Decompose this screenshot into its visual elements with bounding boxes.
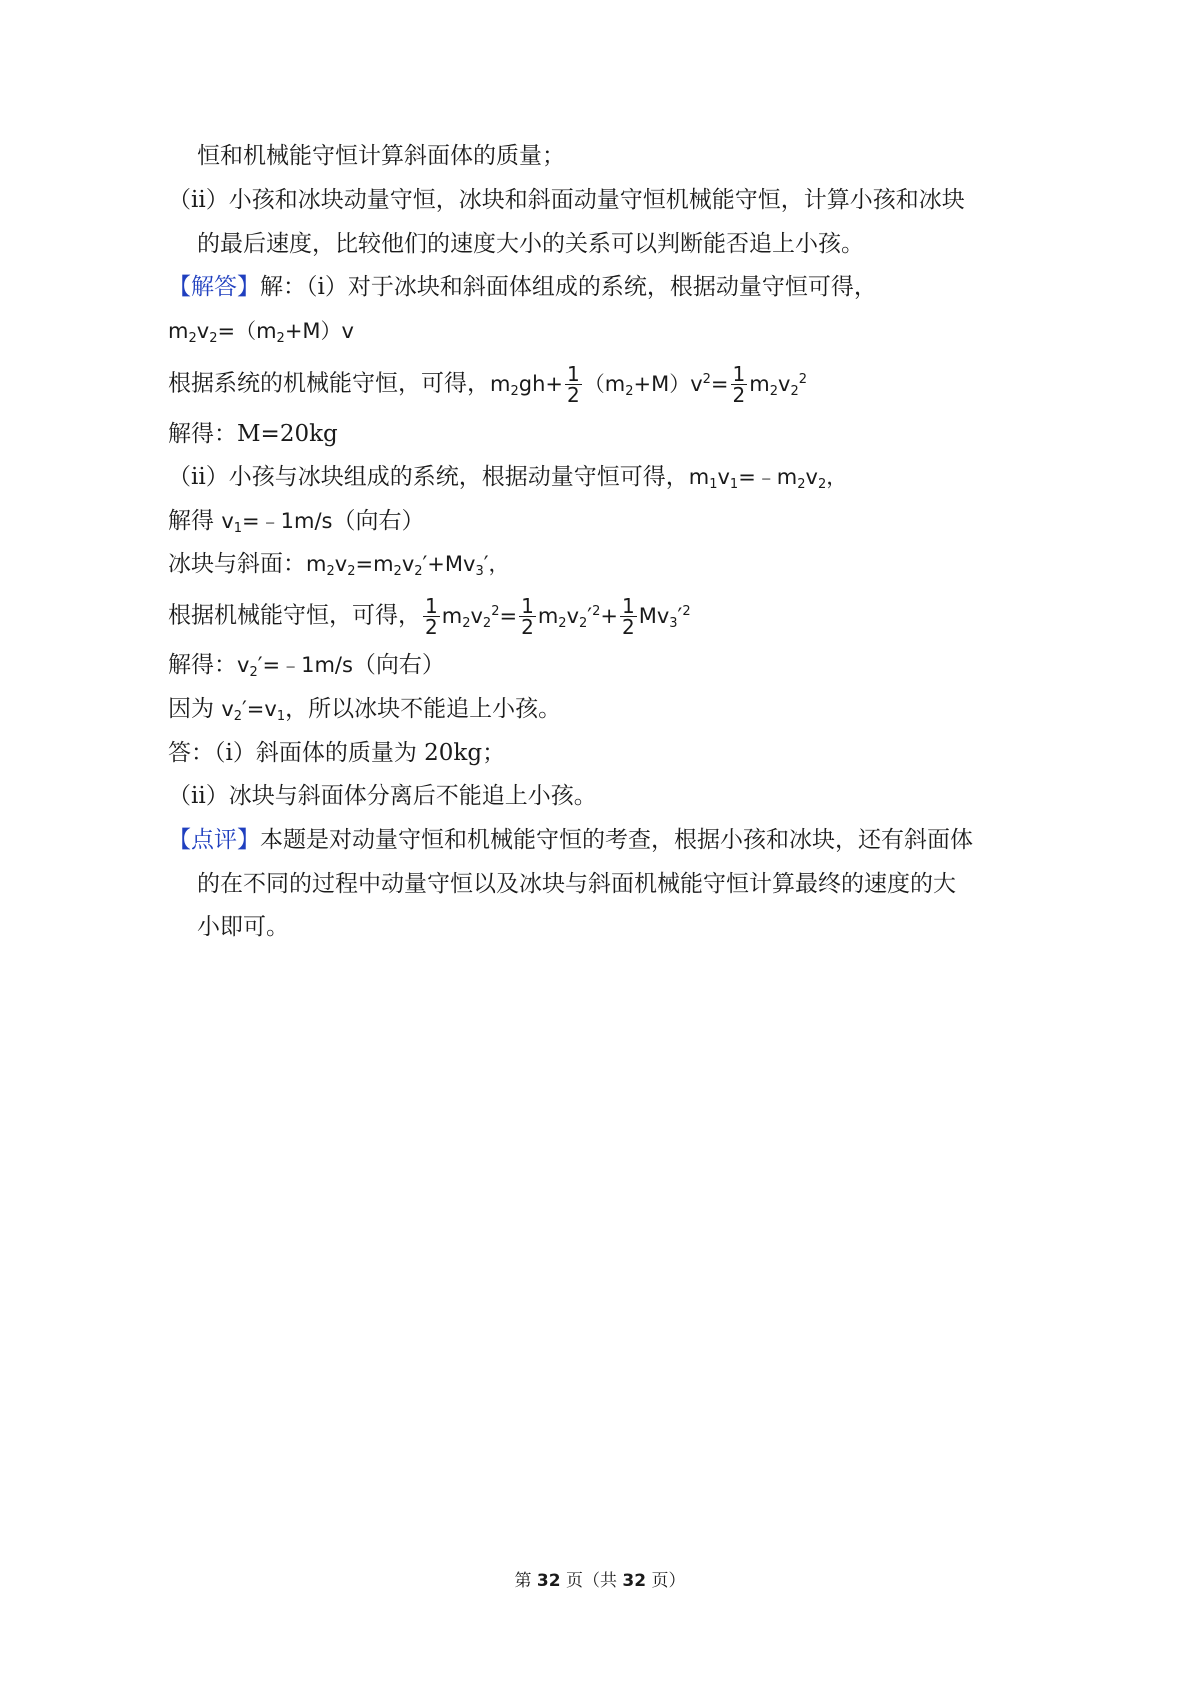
fraction-half: $\frac{1}{2}$ — [521, 594, 534, 639]
equation-energy-line: 根据机械能守恒，可得， $\frac{1}{2}$ $m_2v_2^2=$ $\frac{1}{2}$ $m_2v_2'^2+$ $\frac{1}{2}$ $Mv_3'^2$ — [168, 594, 691, 639]
text-line: （ii）小孩和冰块动量守恒，冰块和斜面动量守恒机械能守恒，计算小孩和冰块 — [168, 187, 965, 213]
text-line: 答：（i）斜面体的质量为 20kg； — [168, 740, 506, 766]
comment-tag: 【点评】 — [168, 827, 260, 853]
page-total: 32 — [622, 1571, 647, 1591]
text-line: 小即可。 — [197, 914, 289, 940]
fraction-half: $\frac{1}{2}$ — [732, 362, 746, 407]
fraction-half: $\frac{1}{2}$ — [425, 594, 438, 639]
equation-line: 解得 $v_1=﹣1m/s$（向右） — [168, 508, 425, 536]
equation-line: 解得：$v_2'=﹣1m/s$（向右） — [168, 652, 445, 680]
equation-intro: 根据系统的机械能守恒，可得， — [168, 370, 490, 397]
answer-line — [168, 271, 877, 303]
answer-tag: 【解答】 — [168, 274, 260, 300]
text-line: 恒和机械能守恒计算斜面体的质量； — [197, 143, 565, 169]
comment-line — [168, 824, 973, 856]
text-line: 的最后速度，比较他们的速度大小的关系可以判断能否追上小孩。 — [197, 231, 864, 257]
text-line: （ii）冰块与斜面体分离后不能追上小孩。 — [168, 783, 597, 809]
text-line: 解得：M=20kg — [168, 421, 338, 447]
fraction-half: $\frac{1}{2}$ — [567, 362, 580, 407]
equation-line: （ii）小孩与冰块组成的系统，根据动量守恒可得，$m_1v_1=﹣m_2v_2$， — [168, 464, 848, 492]
comment-text: 本题是对动量守恒和机械能守恒的考查，根据小孩和冰块，还有斜面体 — [260, 827, 973, 853]
page-number: 32 — [536, 1571, 561, 1591]
fraction-half: $\frac{1}{2}$ — [621, 594, 635, 639]
equation-momentum: $m_2v_2=(m_2+M)v$ — [168, 319, 354, 346]
equation-line: 冰块与斜面：$m_2v_2=m_2v_2'+Mv_3'$， — [168, 551, 510, 579]
equation-line: 因为 $v_2'=v_1$，所以冰块不能追上小孩。 — [168, 696, 562, 724]
text-line: 的在不同的过程中动量守恒以及冰块与斜面机械能守恒计算最终的速度的大 — [197, 871, 956, 897]
answer-text: 解：（i）对于冰块和斜面体组成的系统，根据动量守恒可得， — [260, 274, 877, 300]
page-footer: 第 32 页（共 32 页） — [514, 1571, 686, 1591]
equation-energy-line: 根据系统的机械能守恒，可得，$m_2gh+$ $\frac{1}{2}$ $(m_2+M)v^2=$ $\frac{1}{2}$ $m_2v_2^2$ — [168, 362, 808, 407]
